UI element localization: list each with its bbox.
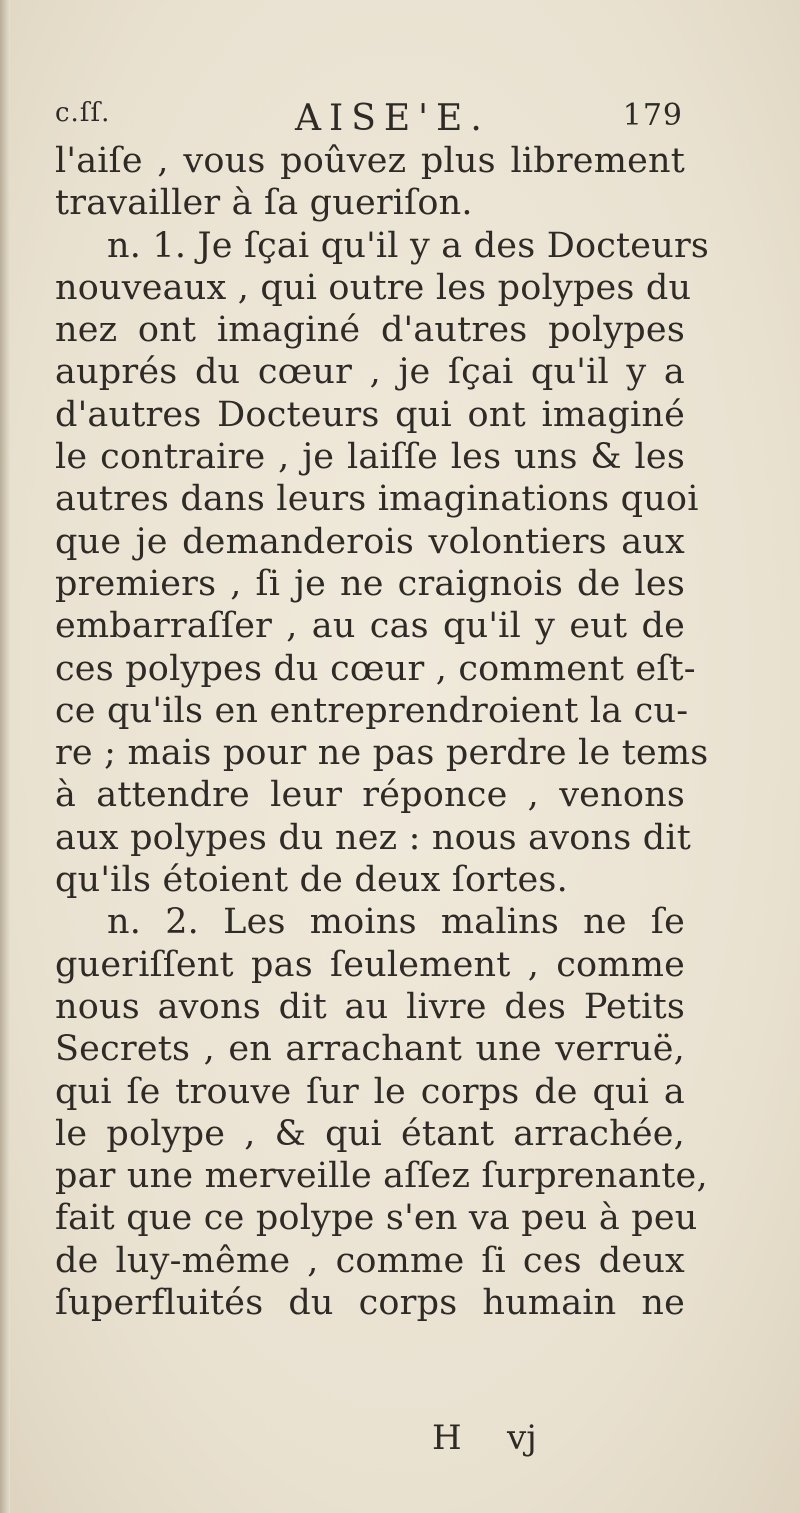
text-line: par une merveille aſſez ſurprenante,: [55, 1156, 708, 1197]
text-line: ce qu'ils en entreprendroient la cu-: [55, 690, 689, 731]
header-signature: c.ſſ.: [55, 98, 111, 128]
text-line: auprés du cœur , je ſçai qu'il y a: [55, 352, 685, 393]
text-line: de luy-même , comme ſi ces deux: [55, 1240, 685, 1281]
text-line: autres dans leurs imaginations quoi: [55, 479, 699, 520]
text-line: premiers , ſi je ne craignois de les: [55, 563, 685, 604]
text-line: n. 2. Les moins malins ne ſe: [107, 902, 685, 943]
text-line: l'aiſe , vous poûvez plus librement: [55, 141, 685, 181]
text-line: gueriſſent pas ſeulement , comme: [55, 944, 685, 985]
text-line: qui ſe trouve ſur le corps de qui a: [55, 1071, 685, 1112]
text-line: n. 1. Je ſçai qu'il y a des Docteurs: [107, 225, 710, 266]
running-header: [55, 98, 683, 142]
footer-number: vj: [507, 1418, 537, 1458]
text-line: ſuperfluités du corps humain ne: [55, 1283, 685, 1324]
text-line: aux polypes du nez : nous avons dit: [55, 817, 691, 858]
text-line: nez ont imaginé d'autres polypes: [55, 310, 685, 351]
text-line: le contraire , je laiſſe les uns & les: [55, 437, 685, 478]
text-line: qu'ils étoient de deux ſortes.: [55, 860, 568, 901]
text-line: re ; mais pour ne pas perdre le tems: [55, 733, 709, 774]
text-line: d'autres Docteurs qui ont imaginé: [55, 394, 685, 435]
text-line: le polype , & qui étant arrachée,: [55, 1113, 685, 1154]
text-line: travailler à ſa gueriſon.: [55, 183, 473, 224]
text-line: nous avons dit au livre des Petits: [55, 986, 685, 1027]
page-number: 179: [622, 98, 683, 133]
text-body: [55, 140, 710, 1324]
text-line: embarraſſer , au cas qu'il y eut de: [55, 606, 685, 647]
text-line: fait que ce polype s'en va peu à peu: [55, 1198, 698, 1239]
text-line: à attendre leur réponce , venons: [55, 775, 685, 816]
text-line: nouveaux , qui outre les polypes du: [55, 267, 692, 308]
page-spine-shadow: [0, 0, 10, 1513]
text-line: ces polypes du cœur , comment eſt-: [55, 648, 696, 689]
footer-signature: H: [432, 1418, 464, 1458]
signature-footer: [432, 1418, 632, 1462]
text-line: Secrets , en arrachant une verruë,: [55, 1029, 685, 1070]
header-title: AISE'E.: [295, 98, 490, 139]
text-line: que je demanderois volontiers aux: [55, 521, 685, 562]
